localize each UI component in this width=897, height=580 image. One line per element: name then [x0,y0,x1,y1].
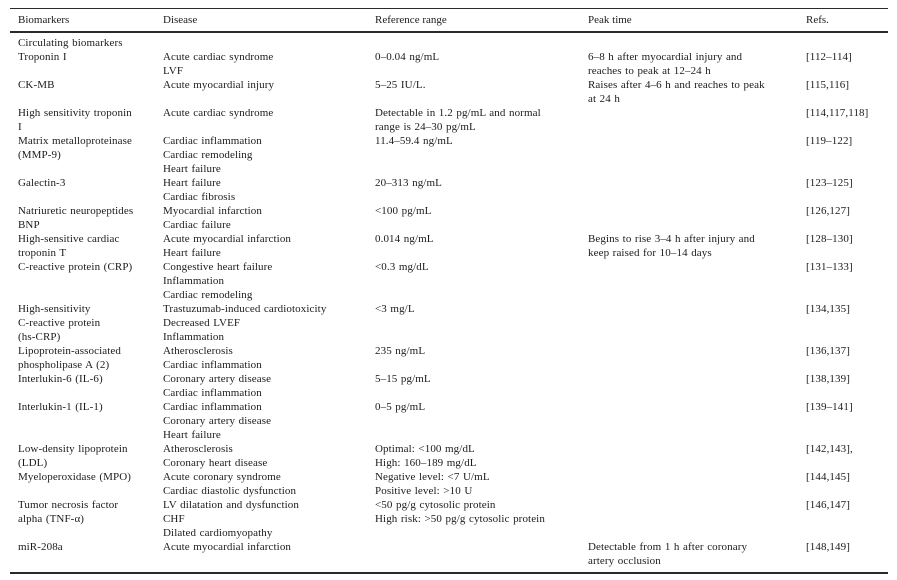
reference-range-cell-line: <100 pg/mL [375,205,432,217]
refs-cell [806,372,888,400]
reference-range-cell [375,204,588,232]
table-row [10,50,888,78]
biomarker-cell-line: Lipoprotein-associated [18,345,121,357]
table-row [10,232,888,260]
peak-time-cell [588,232,806,260]
biomarker-cell-line: BNP [18,219,40,231]
peak-time-cell-line: keep raised for 10–14 days [588,247,712,259]
reference-range-cell [375,176,588,204]
column-header-reference-range: Reference range [375,14,447,26]
biomarker-cell [10,176,163,204]
refs-cell [806,50,888,78]
biomarker-cell-line: phospholipase A (2) [18,359,110,371]
section-label-text: Circulating biomarkers [18,37,123,49]
biomarker-cell-line: High sensitivity troponin [18,107,132,119]
biomarker-cell-line: Interlukin-1 (IL-1) [18,401,103,413]
disease-cell [163,372,375,400]
refs-cell-line: [139–141] [806,401,853,413]
refs-cell [806,204,888,232]
refs-cell-line: [136,137] [806,345,850,357]
biomarker-cell [10,400,163,442]
biomarker-cell-line: Matrix metalloproteinase [18,135,132,147]
biomarker-cell-line: C-reactive protein [18,317,101,329]
refs-cell-line: [134,135] [806,303,850,315]
disease-cell-line: Acute myocardial infarction [163,233,292,245]
table-header-row [10,8,888,33]
disease-cell-line: Cardiac failure [163,219,231,231]
table-row [10,176,888,204]
peak-time-cell [588,106,806,134]
peak-time-cell [588,50,806,78]
reference-range-cell-line: Optimal: <100 mg/dL [375,443,475,455]
reference-range-cell [375,442,588,470]
column-header-disease: Disease [163,14,198,26]
peak-time-cell [588,540,806,568]
refs-cell [806,106,888,134]
table-row [10,106,888,134]
peak-time-cell [588,134,806,176]
refs-cell-line: [131–133] [806,261,853,273]
biomarker-cell-line: Troponin I [18,51,67,63]
peak-time-cell [588,400,806,442]
refs-cell-line: [138,139] [806,373,850,385]
refs-cell [806,134,888,176]
disease-cell-line: Heart failure [163,163,221,175]
refs-cell-line: [119–122] [806,135,853,147]
refs-cell [806,232,888,260]
disease-cell-line: Coronary artery disease [163,415,272,427]
biomarker-cell-line: (hs-CRP) [18,331,61,343]
disease-cell-line: Heart failure [163,247,221,259]
biomarker-cell [10,50,163,78]
reference-range-cell-line: 0–5 pg/mL [375,401,426,413]
disease-cell-line: Acute cardiac syndrome [163,51,274,63]
biomarker-cell [10,260,163,302]
section-label [10,36,888,50]
reference-range-cell-line: <0.3 mg/dL [375,261,429,273]
peak-time-cell-line: Begins to rise 3–4 h after injury and [588,233,755,245]
disease-cell [163,50,375,78]
peak-time-cell-line: at 24 h [588,93,620,105]
biomarker-cell [10,106,163,134]
refs-cell-line: [146,147] [806,499,850,511]
biomarker-cell-line: C-reactive protein (CRP) [18,261,133,273]
table-row [10,78,888,106]
refs-cell [806,540,888,568]
reference-range-cell-line: 5–25 IU/L. [375,79,426,91]
disease-cell [163,470,375,498]
biomarker-cell [10,232,163,260]
column-header-peak-time: Peak time [588,14,632,26]
disease-cell [163,260,375,302]
biomarker-cell-line: Myeloperoxidase (MPO) [18,471,132,483]
reference-range-cell [375,302,588,344]
refs-cell [806,498,888,540]
table-row [10,442,888,470]
disease-cell-line: Acute myocardial infarction [163,541,292,553]
biomarker-cell-line: miR-208a [18,541,63,553]
disease-cell-line: Cardiac inflammation [163,359,262,371]
refs-cell-line: [115,116] [806,79,850,91]
reference-range-cell [375,372,588,400]
table-row [10,344,888,372]
disease-cell [163,176,375,204]
reference-range-cell [375,498,588,540]
reference-range-cell-line: 235 ng/mL [375,345,426,357]
peak-time-cell [588,470,806,498]
refs-cell [806,260,888,302]
biomarkers-table [10,8,888,574]
biomarker-cell-line: CK-MB [18,79,55,91]
biomarker-cell [10,302,163,344]
disease-cell [163,540,375,568]
table-row [10,302,888,344]
disease-cell-line: Heart failure [163,177,221,189]
disease-cell-line: Myocardial infarction [163,205,262,217]
disease-cell [163,106,375,134]
reference-range-cell-line: High: 160–189 mg/dL [375,457,477,469]
biomarker-cell [10,134,163,176]
disease-cell-line: Cardiac remodeling [163,149,253,161]
refs-cell-line: [123–125] [806,177,853,189]
disease-cell-line: Cardiac remodeling [163,289,253,301]
biomarker-cell-line: alpha (TNF-α) [18,513,85,525]
peak-time-cell-line: 6–8 h after myocardial injury and [588,51,743,63]
refs-cell [806,400,888,442]
reference-range-cell-line: Negative level: <7 U/mL [375,471,490,483]
reference-range-cell [375,400,588,442]
reference-range-cell-line: 5–15 pg/mL [375,373,431,385]
biomarker-cell-line: (MMP-9) [18,149,61,161]
biomarker-cell-line: Interlukin-6 (IL-6) [18,373,103,385]
peak-time-cell [588,78,806,106]
biomarker-cell [10,344,163,372]
disease-cell [163,78,375,106]
biomarker-cell-line: Galectin-3 [18,177,66,189]
reference-range-cell [375,134,588,176]
biomarker-cell-line: troponin T [18,247,67,259]
peak-time-cell [588,498,806,540]
disease-cell [163,442,375,470]
refs-cell [806,302,888,344]
reference-range-cell-line: <50 pg/g cytosolic protein [375,499,496,511]
peak-time-cell [588,260,806,302]
refs-cell-line: [128–130] [806,233,853,245]
disease-cell-line: Dilated cardiomyopathy [163,527,273,539]
disease-cell-line: Cardiac inflammation [163,401,262,413]
disease-cell [163,232,375,260]
disease-cell [163,134,375,176]
peak-time-cell-line: artery occlusion [588,555,661,567]
biomarker-cell-line: (LDL) [18,457,48,469]
biomarker-cell [10,372,163,400]
disease-cell [163,302,375,344]
refs-cell-line: [114,117,118] [806,107,869,119]
disease-cell-line: Cardiac inflammation [163,135,262,147]
disease-cell-line: Trastuzumab-induced cardiotoxicity [163,303,327,315]
peak-time-cell-line: reaches to peak at 12–24 h [588,65,711,77]
reference-range-cell [375,344,588,372]
refs-cell-line: [126,127] [806,205,850,217]
refs-cell [806,470,888,498]
table-row [10,400,888,442]
biomarker-cell [10,498,163,540]
peak-time-cell-line: Detectable from 1 h after coronary [588,541,748,553]
biomarker-cell-line: Natriuretic neuropeptides [18,205,134,217]
reference-range-cell [375,260,588,302]
disease-cell [163,400,375,442]
reference-range-cell [375,50,588,78]
peak-time-cell-line: Raises after 4–6 h and reaches to peak [588,79,765,91]
reference-range-cell [375,232,588,260]
disease-cell-line: Heart failure [163,429,221,441]
reference-range-cell [375,470,588,498]
reference-range-cell-line: range is 24–30 pg/mL [375,121,476,133]
refs-cell [806,344,888,372]
disease-cell-line: Acute coronary syndrome [163,471,281,483]
disease-cell-line: Congestive heart failure [163,261,273,273]
peak-time-cell [588,302,806,344]
reference-range-cell-line: 11.4–59.4 ng/mL [375,135,453,147]
table-row [10,540,888,568]
peak-time-cell [588,344,806,372]
refs-cell-line: [144,145] [806,471,850,483]
disease-cell [163,204,375,232]
peak-time-cell [588,372,806,400]
biomarker-cell-line: Low-density lipoprotein [18,443,128,455]
disease-cell-line: Atherosclerosis [163,443,233,455]
disease-cell-line: Inflammation [163,331,225,343]
biomarker-cell-line: High-sensitive cardiac [18,233,120,245]
table-row [10,204,888,232]
refs-cell [806,442,888,470]
reference-range-cell-line: Detectable in 1.2 pg/mL and normal [375,107,541,119]
table-body [10,33,888,574]
refs-cell-line: [148,149] [806,541,850,553]
reference-range-cell-line: Positive level: >10 U [375,485,473,497]
disease-cell-line: CHF [163,513,185,525]
disease-cell-line: Cardiac inflammation [163,387,262,399]
disease-cell-line: LV dilatation and dysfunction [163,499,299,511]
reference-range-cell-line: High risk: >50 pg/g cytosolic protein [375,513,545,525]
disease-cell [163,498,375,540]
peak-time-cell [588,204,806,232]
disease-cell-line: Inflammation [163,275,225,287]
biomarker-cell [10,470,163,498]
disease-cell-line: Decreased LVEF [163,317,241,329]
table-row [10,470,888,498]
biomarker-cell [10,442,163,470]
reference-range-cell [375,540,588,568]
reference-range-cell-line: 0.014 ng/mL [375,233,434,245]
disease-cell-line: Coronary artery disease [163,373,272,385]
reference-range-cell-line: 20–313 ng/mL [375,177,442,189]
disease-cell-line: Acute cardiac syndrome [163,107,274,119]
column-header-refs: Refs. [806,14,829,26]
refs-cell-line: [142,143], [806,443,853,455]
reference-range-cell-line: 0–0.04 ng/mL [375,51,440,63]
disease-cell-line: Cardiac diastolic dysfunction [163,485,297,497]
table-row [10,134,888,176]
biomarker-cell-line: Tumor necrosis factor [18,499,119,511]
reference-range-cell [375,106,588,134]
biomarker-cell [10,78,163,106]
table-row [10,498,888,540]
disease-cell-line: Cardiac fibrosis [163,191,236,203]
biomarker-cell [10,204,163,232]
biomarker-cell-line: High-sensitivity [18,303,91,315]
table-row [10,260,888,302]
biomarker-cell [10,540,163,568]
biomarker-cell-line: I [18,121,22,133]
refs-cell-line: [112–114] [806,51,852,63]
reference-range-cell-line: <3 mg/L [375,303,415,315]
disease-cell-line: Atherosclerosis [163,345,233,357]
table-row [10,372,888,400]
peak-time-cell [588,442,806,470]
refs-cell [806,78,888,106]
disease-cell-line: Acute myocardial injury [163,79,275,91]
column-header-biomarkers: Biomarkers [18,14,70,26]
disease-cell-line: LVF [163,65,184,77]
disease-cell [163,344,375,372]
reference-range-cell [375,78,588,106]
section-row [10,36,888,50]
disease-cell-line: Coronary heart disease [163,457,268,469]
refs-cell [806,176,888,204]
peak-time-cell [588,176,806,204]
